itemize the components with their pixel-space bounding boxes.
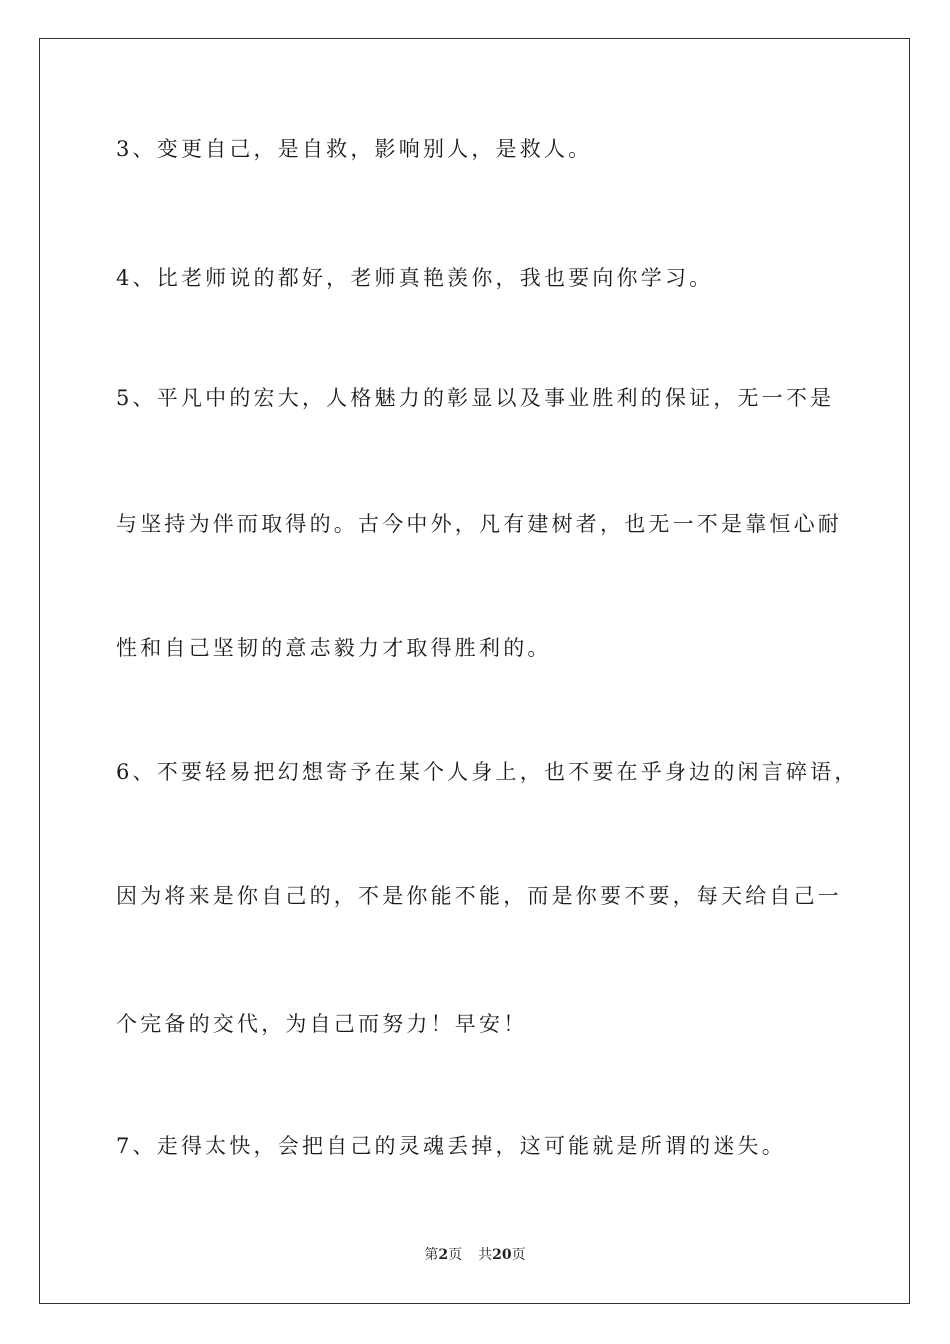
page-footer (0, 1245, 950, 1265)
total-suffix: 页 (511, 1247, 526, 1263)
total-pages: 20 (492, 1247, 512, 1263)
text-line: 性和自己坚韧的意志毅力才取得胜利的。 (116, 636, 552, 660)
page-prefix: 第 (424, 1247, 439, 1263)
text-line: 个完备的交代，为自己而努力！早安！ (116, 1012, 528, 1036)
text-line: 7、走得太快，会把自己的灵魂丢掉，这可能就是所谓的迷失。 (116, 1134, 786, 1158)
total-prefix: 共 (478, 1247, 493, 1263)
text-line: 与坚持为伴而取得的。古今中外，凡有建树者，也无一不是靠恒心耐 (116, 512, 842, 536)
page-border (39, 38, 910, 1304)
text-line: 因为将来是你自己的，不是你能不能，而是你要不要，每天给自己一 (116, 884, 842, 908)
text-line: 4、比老师说的都好，老师真艳羡你，我也要向你学习。 (116, 266, 714, 290)
text-line: 3、变更自己，是自救，影响别人，是救人。 (116, 137, 593, 161)
page-suffix: 页 (448, 1247, 463, 1263)
page-number: 2 (438, 1247, 449, 1263)
text-line: 6、不要轻易把幻想寄予在某个人身上，也不要在乎身边的闲言碎语， (116, 760, 859, 784)
text-line: 5、平凡中的宏大，人格魅力的彰显以及事业胜利的保证，无一不是 (116, 386, 835, 410)
